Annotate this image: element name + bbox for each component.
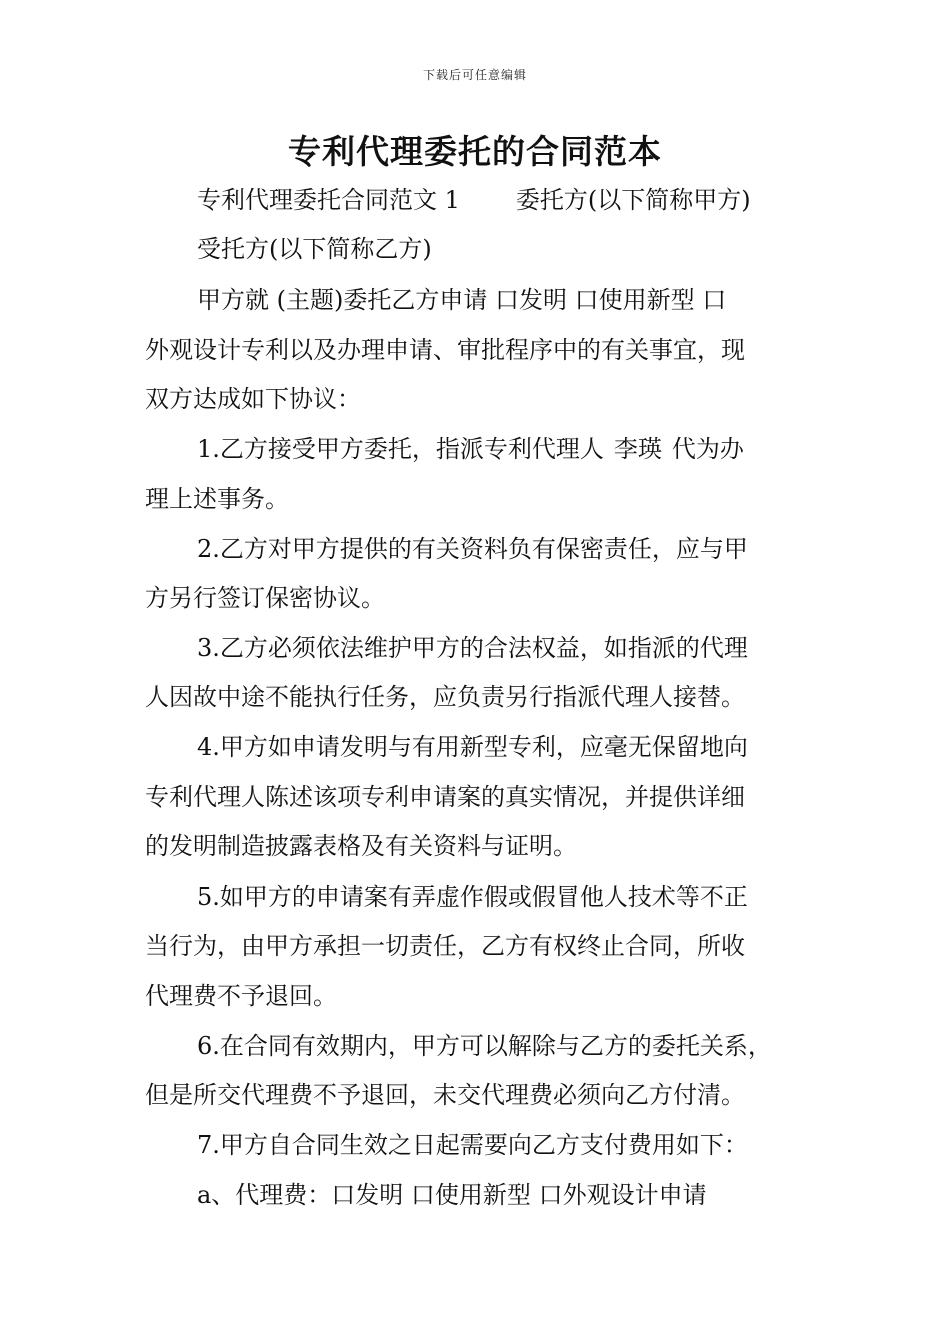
party-b-label: 受托方(以下简称乙方): [197, 235, 432, 263]
clause-5-line: 5.如甲方的申请案有弄虚作假或假冒他人技术等不正: [197, 883, 748, 911]
clause-4-line: 4.甲方如申请发明与有用新型专利，应毫无保留地向: [197, 733, 748, 761]
clause-4-line: 的发明制造披露表格及有关资料与证明。: [145, 832, 577, 860]
clause-2-line: 2.乙方对甲方提供的有关资料负有保密责任，应与甲: [197, 535, 748, 563]
clause-7-line: 7.甲方自合同生效之日起需要向乙方支付费用如下：: [197, 1131, 748, 1159]
clause-6-line: 6.在合同有效期内，甲方可以解除与乙方的委托关系，: [197, 1032, 772, 1060]
preamble-line: 甲方就 (主题)委托乙方申请 口发明 口使用新型 口: [197, 286, 727, 314]
header-note: 下载后可任意编辑: [422, 68, 527, 82]
clause-1-line: 理上述事务。: [145, 485, 289, 513]
clause-4-line: 专利代理人陈述该项专利申请案的真实情况，并提供详细: [145, 783, 745, 811]
clause-1-line: [197, 434, 744, 464]
clause-5-line: 代理费不予退回。: [145, 982, 337, 1010]
clause-5-line: 当行为，由甲方承担一切责任，乙方有权终止合同，所收: [145, 932, 745, 960]
intro-line: [197, 185, 751, 215]
clause-3-line: 人因故中途不能执行任务，应负责另行指派代理人接替。: [145, 683, 745, 711]
preamble-line: 外观设计专利以及办理申请、审批程序中的有关事宜，现: [145, 336, 745, 364]
preamble-line: 双方达成如下协议：: [145, 385, 361, 413]
clause-1-text: 代为办: [671, 435, 744, 463]
clause-3-line: 3.乙方必须依法维护甲方的合法权益，如指派的代理: [197, 634, 748, 662]
clause-6-line: 但是所交代理费不予退回，未交代理费必须向乙方付清。: [145, 1081, 745, 1109]
clause-7-line: a、代理费：口发明 口使用新型 口外观设计申请: [197, 1181, 707, 1209]
contract-subtitle: 专利代理委托合同范文 1: [197, 186, 460, 214]
clause-2-line: 方另行签订保密协议。: [145, 584, 385, 612]
party-a-label: 委托方(以下简称甲方): [515, 186, 751, 214]
agent-name: 李瑛: [613, 435, 662, 463]
clause-1-text: 1.乙方接受甲方委托，指派专利代理人: [197, 435, 604, 463]
document-title: 专利代理委托的合同范本: [288, 132, 662, 171]
